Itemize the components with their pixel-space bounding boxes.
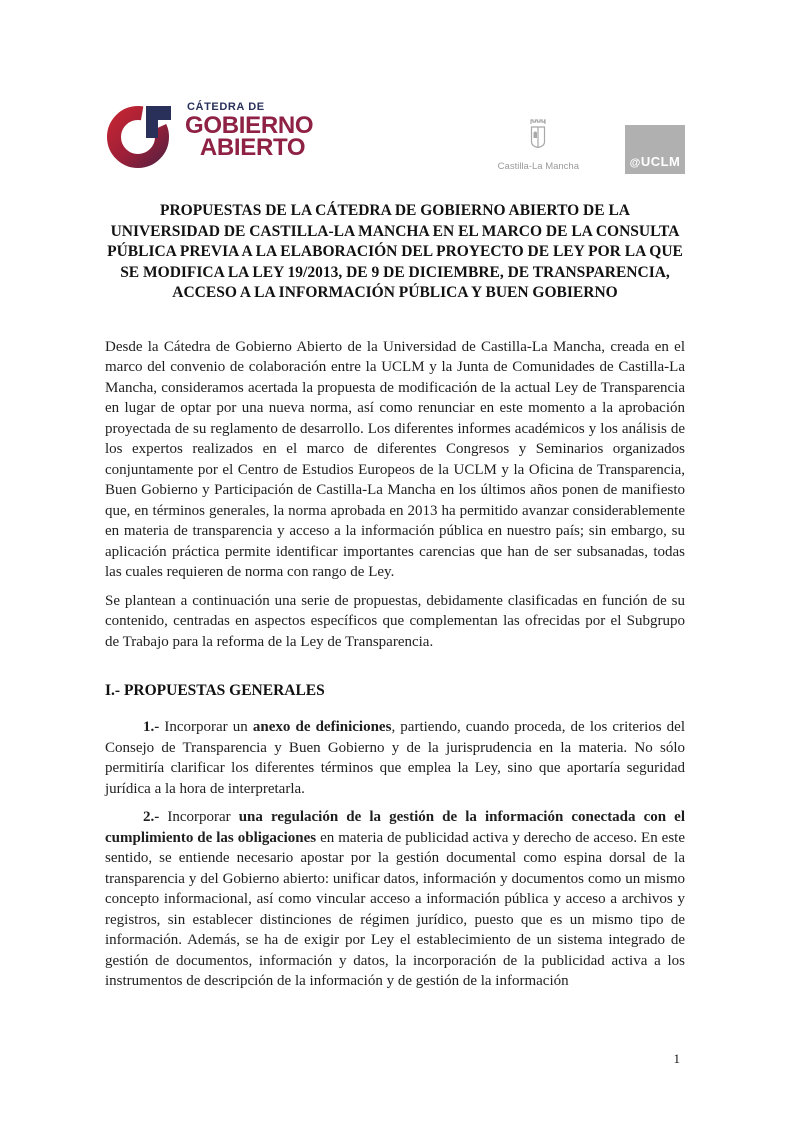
uclm-logo-text	[630, 154, 681, 169]
intro-paragraph-2: Se plantean a continuación una serie de propuestas, debidamente clasificadas en función de su contenido, centradas en aspectos específicos que complementan las ofrecidas por el Subgrupo de Trabajo para la reforma de la Ley de Transparencia.	[105, 592, 685, 650]
proposal-item-2	[105, 807, 685, 992]
castilla-la-mancha-logo	[498, 117, 579, 174]
uclm-logo-label: UCLM	[640, 154, 681, 169]
document-title: PROPUESTAS DE LA CÁTEDRA DE GOBIERNO ABIERTO DE LA UNIVERSIDAD DE CASTILLA-LA MANCHA EN EL MARCO DE LA CONSULTA PÚBLICA PREVIA A LA ELABORACIÓN DEL PROYECTO DE LEY POR LA QUE SE MODIFICA LA LEY 19/2013, DE 9 DE DICIEMBRE, DE TRANSPARENCIA, ACCESO A LA INFORMACIÓN PÚBLICA Y BUEN GOBIERNO	[107, 202, 683, 301]
section-heading: I.- PROPUESTAS GENERALES	[105, 682, 325, 699]
proposal-2-bold: una regulación de la gestión de la información conectada con el cumplimiento de las obligaciones	[105, 809, 686, 846]
proposal-2-pre: Incorporar	[159, 809, 239, 825]
catedra-logo-line3: ABIERTO	[199, 134, 306, 161]
castle-shield-icon	[525, 117, 551, 158]
catedra-gobierno-abierto-logo	[105, 97, 313, 174]
intro-paragraph-1: Desde la Cátedra de Gobierno Abierto de la Universidad de Castilla-La Mancha, creada en el marco del convenio de colaboración entre la UCLM y la Junta de Comunidades de Castilla-La Mancha, consideramos acertada la propuesta de modificación de la actual Ley de Transparencia en lugar de optar por una nueva norma, así como renunciar en este momento a la aprobación proyectada de su reglamento de desarrollo. Los diferentes informes académicos y los análisis de los expertos realizados en el marco de diferentes Congresos y Seminarios organizados conjuntamente por el Centro de Estudios Europeos de la UCLM y la Oficina de Transparencia, Buen Gobierno y Participación de Castilla-La Mancha en los últimos años ponen de manifiesto que, en términos generales, la norma aprobada en 2013 ha permitido avanzar considerablemente en materia de transparencia y acceso a la información pública en nuestro país; sin embargo, su aplicación práctica permite identificar importantes carencias que han de ser subsanadas, todas las cuales requieren de norma con rango de Ley.	[105, 338, 685, 580]
catedra-logo-text	[185, 101, 313, 159]
proposal-1-pre: Incorporar un	[159, 719, 253, 735]
proposal-1-rest: , partiendo, cuando proceda, de los criterios del Consejo de Transparencia y Buen Gobierno y de la jurisprudencia en la materia. No sólo permitiría clarificar los diferentes términos que emplea la Ley, sino que aportaría seguridad jurídica a la hora de interpretarla.	[105, 719, 686, 797]
proposal-2-number: 2.-	[143, 809, 160, 825]
catedra-logo-line2: GOBIERNO	[185, 112, 314, 139]
partner-logos	[498, 117, 685, 174]
proposal-1-bold: anexo de definiciones	[252, 719, 392, 735]
catedra-ring-mark-icon	[105, 97, 177, 174]
proposal-2-rest: en materia de publicidad activa y derecho de acceso. En este sentido, se entiende necesario apostar por la gestión documental como espina dorsal de la transparencia y del Gobierno abierto: unificar datos, información y documentos como un mismo concepto informacional, así como vincular acceso a información pública y acceso a archivos y registros, sin establecer distinciones de régimen jurídico, puesto que es un mismo tipo de información. Además, se ha de exigir por Ley el establecimiento de un sistema integrado de gestión de documentos, información y datos, la incorporación de la publicidad activa a los instrumentos de descripción de la información y de gestión de la información	[105, 829, 685, 989]
uclm-logo	[625, 125, 685, 174]
catedra-logo-line1: CÁTEDRA DE	[187, 101, 265, 113]
proposal-1-number: 1.-	[143, 719, 160, 735]
page-number: 1	[673, 1051, 680, 1066]
uclm-symbol-icon: @	[629, 157, 641, 169]
clm-logo-label: Castilla-La Mancha	[497, 161, 579, 172]
proposal-item-1	[105, 717, 685, 799]
header	[105, 97, 685, 174]
